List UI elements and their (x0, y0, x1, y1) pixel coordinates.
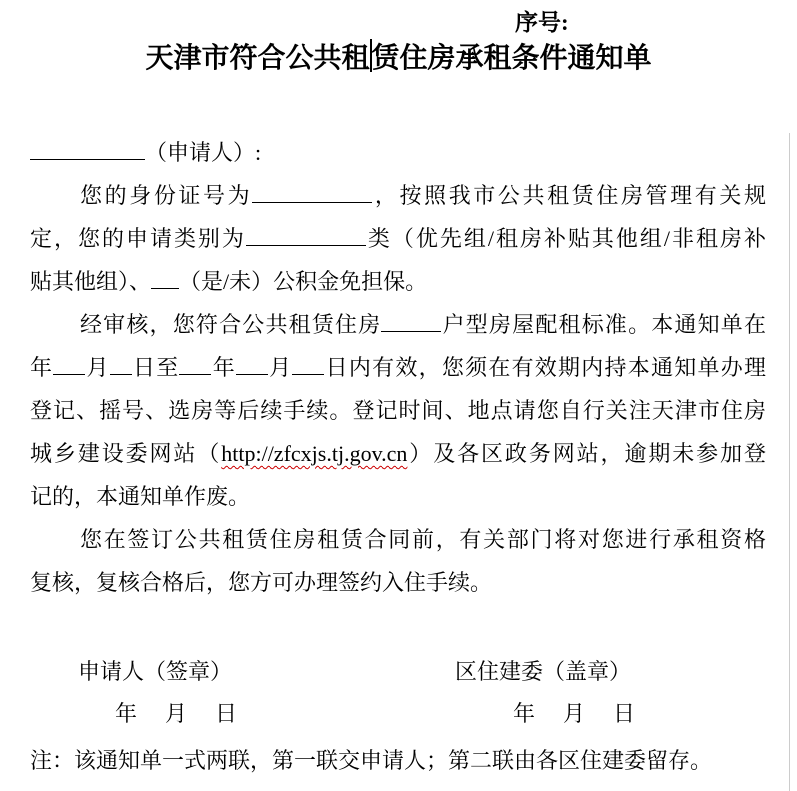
title-text-before-cursor: 天津市符合公共租 (145, 43, 370, 74)
recheck-line[interactable] (30, 518, 766, 561)
line-text: 您在签订公共租赁住房租赁合同前，有关部门将对您进行承租资格 (80, 527, 766, 552)
line-text: （申请人）: (145, 140, 262, 165)
line-text: 日内有效，您须在有效期内持本通知单办理 (324, 355, 766, 380)
blank-fill-in-field[interactable] (151, 265, 179, 289)
line-text: 年 (211, 355, 236, 380)
line-text: 类（优先组/租房补贴其他组/非租房补 (365, 226, 766, 251)
document-body-text[interactable] (30, 131, 766, 604)
line-text: 登记、摇号、选房等后续手续。登记时间、地点请您自行关注天津市住房 (30, 398, 766, 423)
signature-row (0, 657, 797, 687)
line-text: 日至 (131, 355, 180, 380)
line-text: 月 (267, 355, 293, 380)
committee-seal-label: 区住建委（盖章） (455, 659, 632, 684)
line-text: 月 (85, 355, 110, 380)
approval-line[interactable] (30, 303, 766, 346)
validity-date-line[interactable] (30, 346, 766, 389)
line-text: 年 (30, 355, 54, 380)
website-url-text: http://zfcxjs.tj.gov.cn (221, 441, 408, 466)
line-text: 户型房屋配租标准。本通知单在 (441, 312, 766, 337)
line-text: 城乡建设委网站（ (30, 441, 222, 466)
blank-fill-in-field[interactable] (292, 351, 324, 375)
line-text: 记的，本通知单作废。 (30, 484, 251, 509)
blank-fill-in-field[interactable] (236, 351, 268, 375)
signing-line[interactable] (30, 561, 766, 604)
line-text: 经审核，您符合公共租赁住房 (80, 312, 382, 337)
guarantee-line[interactable] (30, 260, 766, 303)
void-line[interactable] (30, 475, 766, 518)
applicant-date-fields: 年 月 日 (115, 701, 241, 726)
blank-fill-in-field[interactable] (252, 179, 372, 203)
website-line[interactable] (30, 432, 766, 475)
line-text: 复核，复核合格后，您方可办理签约入住手续。 (30, 570, 493, 595)
line-text: ，按照我市公共租赁住房管理有关规 (372, 183, 766, 208)
blank-fill-in-field[interactable] (53, 351, 85, 375)
date-row (0, 699, 797, 729)
committee-date-fields: 年 月 日 (513, 701, 639, 726)
title-text-after-cursor: 赁住房承租条件通知单 (371, 43, 652, 74)
applicant-line[interactable] (30, 131, 766, 174)
line-text: 您的身份证号为 (80, 183, 253, 208)
serial-number-label: 序号: (515, 10, 569, 35)
line-text: 贴其他组）、 (30, 269, 152, 294)
blank-fill-in-field[interactable] (179, 351, 211, 375)
page-edge-line (789, 133, 790, 791)
document-title (0, 36, 797, 76)
blank-fill-in-field[interactable] (110, 351, 132, 375)
line-text: 定，您的申请类别为 (30, 226, 246, 251)
procedure-line[interactable] (30, 389, 766, 432)
footnote: 注：该通知单一式两联，第一联交申请人；第二联由各区住建委留存。 (30, 748, 713, 773)
id-number-line[interactable] (30, 174, 766, 217)
applicant-signature-label: 申请人（签章） (78, 659, 233, 684)
blank-fill-in-field[interactable] (30, 136, 145, 160)
line-text: ）及各区政务网站，逾期未参加登 (407, 441, 766, 466)
blank-fill-in-field[interactable] (246, 222, 366, 246)
line-text: （是/未）公积金免担保。 (179, 269, 428, 294)
category-line[interactable] (30, 217, 766, 260)
blank-fill-in-field[interactable] (381, 308, 441, 332)
